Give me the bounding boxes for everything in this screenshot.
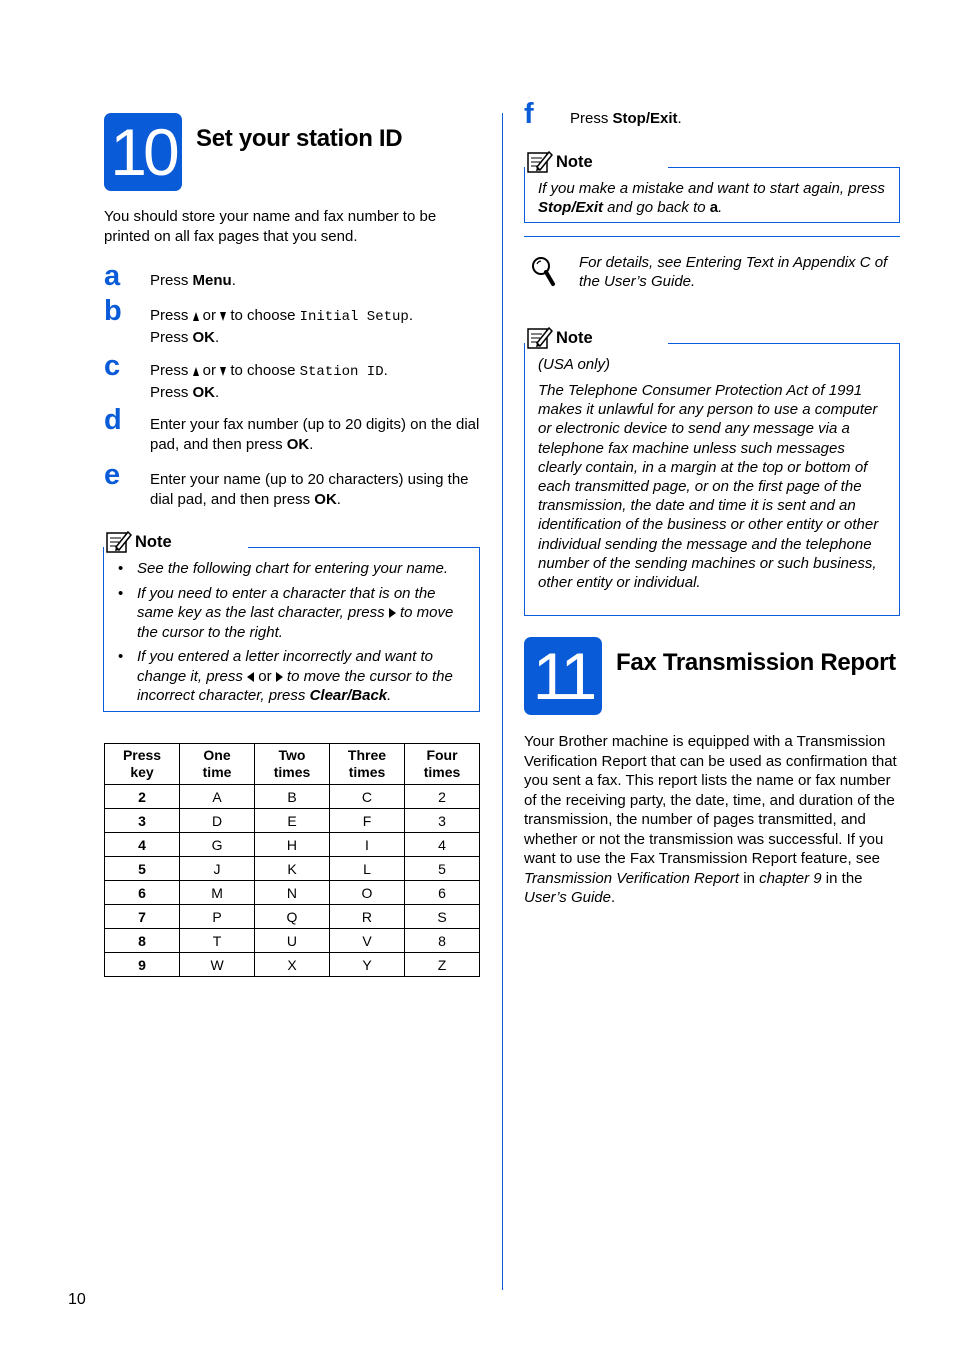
text: or — [254, 667, 276, 685]
table-cell: V — [329, 929, 404, 953]
stop-exit-key-label: Stop/Exit — [612, 110, 678, 127]
text: . — [309, 435, 314, 453]
note-bullet — [105, 584, 475, 643]
text: . — [718, 199, 723, 217]
text: in — [739, 869, 760, 887]
text: Press — [150, 362, 193, 379]
report-ref: Transmission Verification Report — [524, 869, 740, 887]
table-cell: 4 — [105, 833, 180, 857]
text: and go back to — [603, 199, 710, 217]
text: If you entered a letter incorrectly and want to change it, press — [137, 648, 433, 685]
ok-key-label: OK — [192, 383, 216, 401]
text: to choose — [226, 307, 300, 324]
text: If you make a mistake and want to start again, press — [538, 180, 885, 197]
table-cell: Z — [405, 953, 480, 977]
step-title: Fax Transmission Report — [616, 649, 896, 676]
menu-option: Station ID — [299, 364, 384, 380]
text: . — [231, 272, 236, 289]
table-cell: G — [180, 833, 255, 857]
page-number: 10 — [68, 1291, 86, 1308]
substep-letter-d: d — [104, 404, 122, 436]
right-arrow-icon — [276, 672, 283, 682]
text: Four times — [423, 747, 461, 780]
text: . — [387, 687, 392, 704]
note-text — [538, 179, 888, 217]
table-cell: P — [180, 905, 255, 929]
text: See the following chart for entering your name. — [137, 560, 449, 577]
table-cell: I — [329, 833, 404, 857]
table-row — [105, 881, 480, 905]
table-cell: 7 — [105, 905, 180, 929]
substep-letter-a: a — [104, 260, 121, 292]
column-divider — [502, 113, 503, 1290]
table-cell: F — [329, 809, 404, 833]
table-cell: U — [255, 929, 330, 953]
text: Three times — [347, 747, 387, 780]
step-number-text: 11 — [532, 639, 594, 713]
text: If you need to enter a character that is on the same key as the last character, press — [137, 584, 436, 621]
tip-text: For details, see Entering Text in Appendix C of the User’s Guide. — [579, 254, 888, 291]
text: Press — [150, 272, 193, 289]
text: One time — [202, 747, 232, 780]
guide-ref: User’s Guide — [524, 889, 611, 906]
table-cell: 5 — [405, 857, 480, 881]
text: Enter your name (up to 20 characters) using the dial pad, and then press — [150, 471, 469, 508]
stop-exit-key-label: Stop/Exit — [538, 199, 604, 217]
table-header — [405, 744, 480, 785]
menu-key-label: Menu — [192, 272, 232, 289]
text: . — [610, 889, 616, 906]
text: . — [383, 362, 388, 379]
text: Press — [570, 110, 613, 127]
chapter-ref: chapter 9 — [759, 869, 822, 887]
table-cell: D — [180, 809, 255, 833]
table-cell: 8 — [105, 929, 180, 953]
text: . — [215, 383, 220, 401]
table-cell: 8 — [405, 929, 480, 953]
ok-key-label: OK — [286, 435, 310, 453]
table-cell: L — [329, 857, 404, 881]
text: or — [198, 362, 221, 379]
table-cell: Q — [255, 905, 330, 929]
table-cell: R — [329, 905, 404, 929]
bullet-dot: • — [118, 584, 124, 602]
table-row — [105, 833, 480, 857]
bullet-dot: • — [118, 560, 124, 577]
table-cell: E — [255, 809, 330, 833]
text: in the — [821, 869, 863, 887]
text: Press — [150, 383, 193, 401]
left-arrow-icon — [247, 672, 254, 682]
table-row — [105, 857, 480, 881]
substep-b-text — [150, 306, 480, 347]
substep-c-text — [150, 361, 480, 402]
table-cell: 4 — [405, 833, 480, 857]
character-chart-table — [104, 743, 480, 977]
text: to move the cursor to the right. — [137, 604, 454, 641]
table-header-row — [105, 744, 480, 785]
table-cell: 9 — [105, 953, 180, 977]
table-cell: 6 — [405, 881, 480, 905]
substep-e-text — [150, 470, 470, 509]
table-cell: T — [180, 929, 255, 953]
magnifier-icon — [530, 255, 556, 287]
step-number-11 — [524, 637, 602, 715]
step11-body — [524, 732, 900, 908]
table-header — [255, 744, 330, 785]
table-cell: S — [405, 905, 480, 929]
substep-f-text — [570, 109, 682, 129]
bullet-dot: • — [118, 648, 124, 665]
text: . — [677, 110, 682, 127]
step-number-10 — [104, 113, 182, 191]
table-cell: 5 — [105, 857, 180, 881]
table-cell: Y — [329, 953, 404, 977]
menu-option: Initial Setup — [299, 309, 409, 325]
text: to move the cursor to the incorrect character, press — [137, 667, 453, 704]
right-arrow-icon — [389, 608, 396, 618]
table-cell: C — [329, 785, 404, 809]
substep-a-text — [150, 271, 480, 291]
note-bullet — [105, 559, 475, 579]
table-cell: A — [180, 785, 255, 809]
text: . — [215, 328, 220, 346]
table-row — [105, 809, 480, 833]
step-number-text: 10 — [110, 115, 176, 189]
table-cell: K — [255, 857, 330, 881]
text: Press key — [122, 747, 162, 780]
substep-d-text — [150, 415, 480, 454]
text: Your Brother machine is equipped with a Transmission Verification Report that can be used as confirmation that you sent a fax. This report lists the name or fax number of the receiving party, the date, time, and duration of the transmission, the number of pages transmitted, and whether or not the transmission was successful. If you want to use the Fax Transmission Report feature, see — [524, 733, 897, 867]
step-intro: You should store your name and fax number to be printed on all fax pages that you send. — [104, 208, 437, 245]
table-row — [105, 929, 480, 953]
table-cell: J — [180, 857, 255, 881]
note-bullet — [105, 647, 475, 706]
note-label: Note — [135, 532, 172, 551]
note-usa-only: (USA only) — [538, 356, 610, 373]
table-cell: 3 — [105, 809, 180, 833]
note-label: Note — [556, 328, 593, 347]
table-cell: 6 — [105, 881, 180, 905]
tip-divider — [524, 236, 900, 237]
ok-key-label: OK — [314, 490, 337, 508]
note-bullets — [105, 559, 475, 711]
text: Press — [150, 307, 193, 324]
table-row — [105, 785, 480, 809]
table-cell: N — [255, 881, 330, 905]
text: or — [198, 307, 221, 324]
substep-letter-c: c — [104, 350, 121, 382]
substep-letter-f: f — [524, 98, 534, 130]
table-header — [105, 744, 180, 785]
table-header — [180, 744, 255, 785]
text: . — [336, 490, 341, 508]
table-cell: B — [255, 785, 330, 809]
text: . — [408, 307, 413, 324]
text: Press — [150, 328, 193, 346]
step-letter-ref: a — [709, 199, 719, 217]
substep-letter-e: e — [104, 459, 121, 491]
substep-letter-b: b — [104, 295, 122, 327]
note-body: The Telephone Consumer Protection Act of 1991 makes it unlawful for any person to use a computer or electronic device to send any message via a telephone fax machine unless such messages clearly contain, in a margin at the top or bottom of each transmitted page, or on the first page of the transmission, the date and time it is sent and an identification of the business or other entity or other individual sending the message and the telephone number of the sending machines or such business, other entity or individual. — [538, 382, 879, 592]
table-cell: 2 — [405, 785, 480, 809]
text: to choose — [226, 362, 300, 379]
table-cell: 3 — [405, 809, 480, 833]
clear-back-key-label: Clear/Back — [309, 687, 388, 704]
table-cell: X — [255, 953, 330, 977]
table-cell: 2 — [105, 785, 180, 809]
text: Enter your fax number (up to 20 digits) on the dial pad, and then press — [150, 416, 480, 453]
step-title: Set your station ID — [196, 125, 403, 152]
table-row — [105, 905, 480, 929]
table-cell: M — [180, 881, 255, 905]
table-cell: H — [255, 833, 330, 857]
table-header — [329, 744, 404, 785]
table-cell: O — [329, 881, 404, 905]
table-cell: W — [180, 953, 255, 977]
note-label: Note — [556, 152, 593, 171]
ok-key-label: OK — [192, 328, 216, 346]
table-row — [105, 953, 480, 977]
text: Two times — [273, 747, 311, 780]
